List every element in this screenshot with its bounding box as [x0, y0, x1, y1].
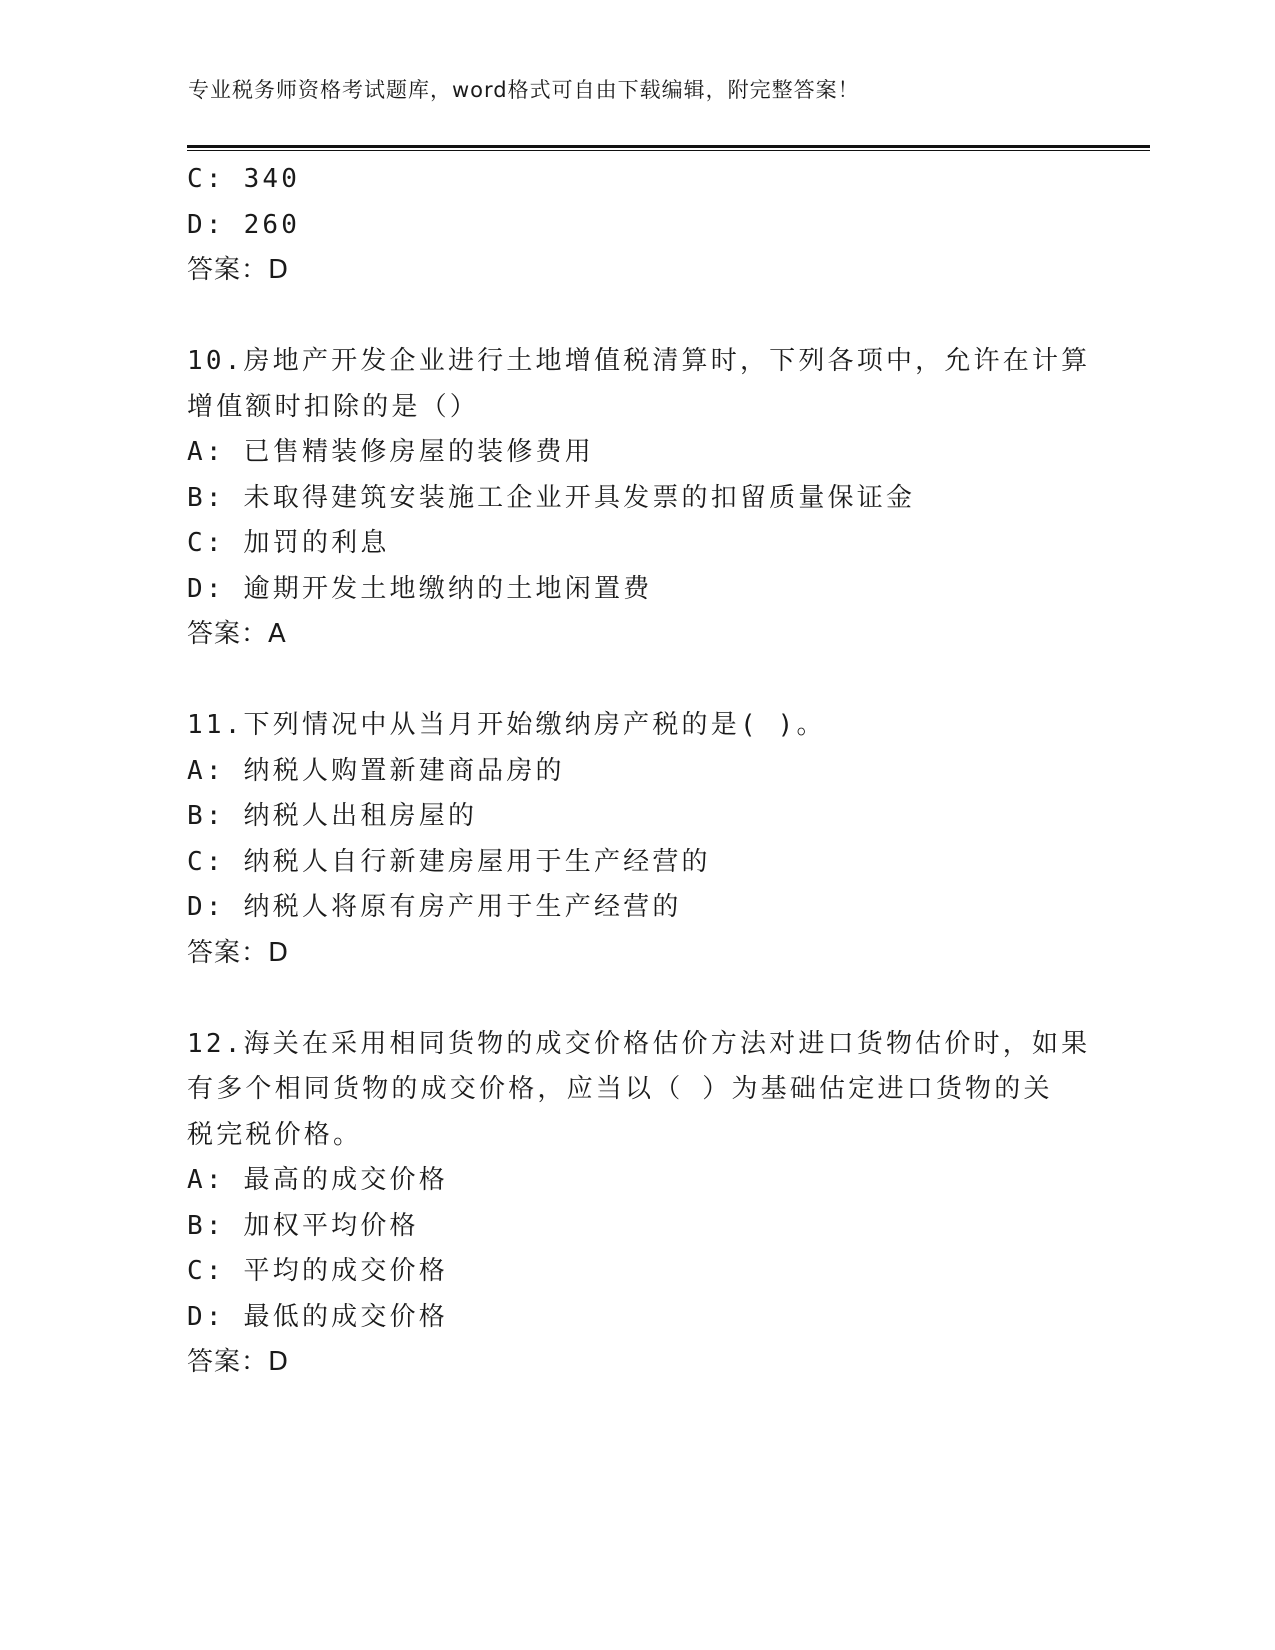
question-10-answer: 答案：A	[187, 619, 287, 649]
header-rule-thin	[187, 150, 1150, 151]
question-content	[187, 157, 1091, 1386]
page-header: 专业税务师资格考试题库，word格式可自由下载编辑，附完整答案！	[188, 78, 860, 102]
question-11-option-a: A: 纳税人购置新建商品房的	[187, 755, 565, 786]
question-12-option-d: D: 最低的成交价格	[187, 1301, 448, 1332]
question-12-option-b: B: 加权平均价格	[187, 1210, 419, 1241]
question-10-option-d: D: 逾期开发土地缴纳的土地闲置费	[187, 573, 653, 604]
spacer	[187, 658, 1087, 704]
spacer	[187, 976, 1087, 1022]
prev-option-d: D: 260	[187, 209, 301, 240]
question-11-answer: 答案：D	[187, 937, 290, 968]
prev-option-c: C: 340	[187, 164, 301, 194]
prev-answer: 答案：D	[187, 255, 290, 285]
question-12-option-c: C: 平均的成交价格	[187, 1256, 448, 1286]
question-11-option-b: B: 纳税人出租房屋的	[187, 801, 478, 831]
question-12-line-3: 税完税价格。	[187, 1119, 363, 1150]
question-10-line-1: 10.房地产开发企业进行土地增值税清算时，下列各项中，允许在计算	[187, 346, 1091, 376]
question-12-line-1: 12.海关在采用相同货物的成交价格估价方法对进口货物估价时，如果	[187, 1028, 1091, 1059]
question-10-option-b: B: 未取得建筑安装施工企业开具发票的扣留质量保证金	[187, 482, 916, 513]
question-11-line-1: 11.下列情况中从当月开始缴纳房产税的是( )。	[187, 710, 826, 740]
question-12-option-a: A: 最高的成交价格	[187, 1165, 448, 1195]
header-rule-thick	[187, 145, 1150, 148]
question-12-answer: 答案：D	[187, 1347, 290, 1377]
question-10-line-2: 增值额时扣除的是（）	[187, 391, 480, 422]
question-10-option-c: C: 加罚的利息	[187, 528, 390, 558]
question-11-option-d: D: 纳税人将原有房产用于生产经营的	[187, 892, 682, 922]
question-11-option-c: C: 纳税人自行新建房屋用于生产经营的	[187, 846, 711, 877]
question-10-option-a: A: 已售精装修房屋的装修费用	[187, 437, 594, 467]
question-12-line-2: 有多个相同货物的成交价格，应当以（ ）为基础估定进口货物的关	[187, 1074, 1053, 1104]
spacer	[187, 294, 1087, 340]
